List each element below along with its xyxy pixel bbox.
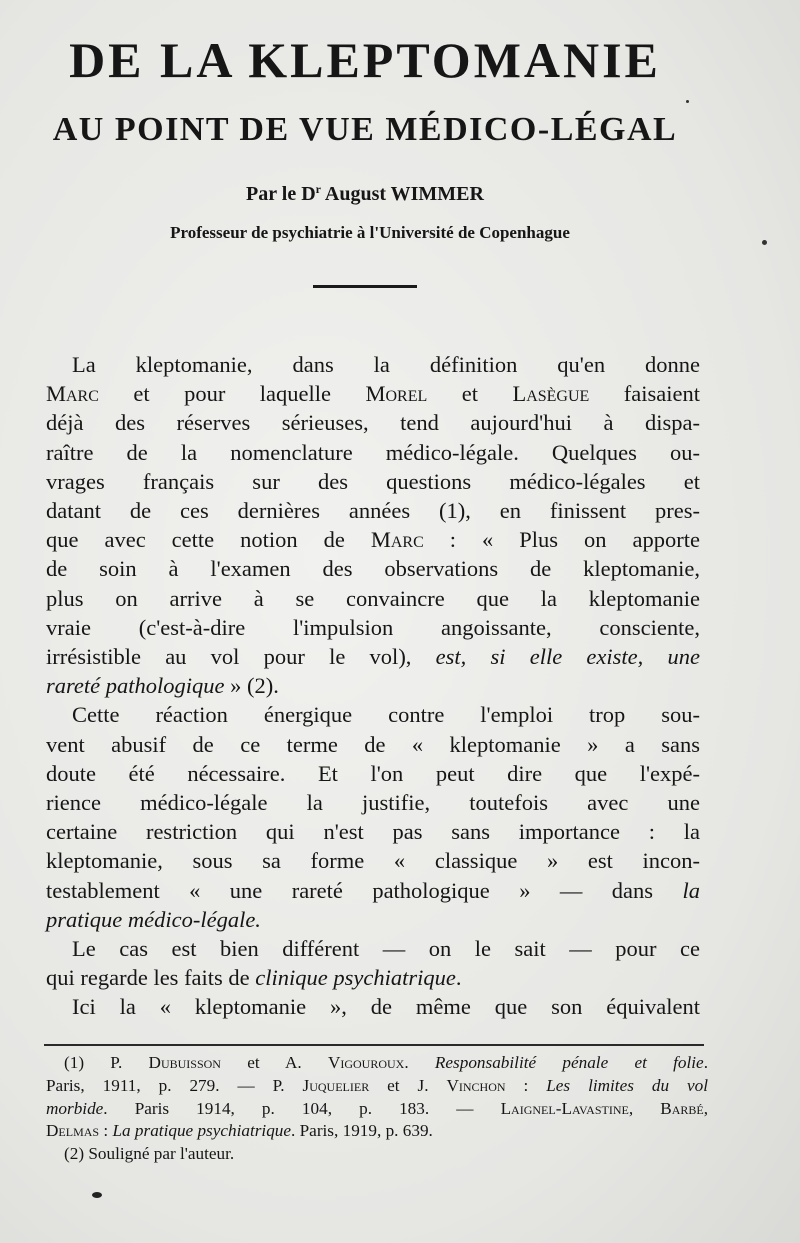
text-line: irrésistible au vol pour le vol), est, si elle existe, une <box>46 644 700 670</box>
footnote-2 <box>46 1143 708 1166</box>
title-separator <box>313 285 417 288</box>
text-line: certaine restriction qui n'est pas sans importance : la <box>46 819 700 845</box>
text-line: rience médico-légale la justifie, toutefois avec une <box>46 790 700 816</box>
text-line: datant de ces dernières années (1), en finissent pres- <box>46 498 700 524</box>
text-line: raître de la nomenclature médico-légale. Quelques ou- <box>46 439 700 465</box>
text-line: pratique médico-légale. <box>46 906 261 932</box>
author-prefix-sup: r <box>315 182 321 196</box>
article-subtitle: AU POINT DE VUE MÉDICO-LÉGAL <box>52 111 678 148</box>
text-line: kleptomanie, sous sa forme « classique » est incon- <box>46 848 700 874</box>
footnote-1 <box>46 1052 708 1143</box>
footnote-line: Paris, 1911, p. 279. — P. Juquelier et J. Vinchon : Les limites du vol <box>46 1075 708 1095</box>
footnote-line: (2) Souligné par l'auteur. <box>64 1144 235 1164</box>
text-line: La kleptomanie, dans la définition qu'en donne <box>72 352 700 377</box>
text-line: Le cas est bien différent — on le sait — pour ce <box>72 936 700 962</box>
text-line: testablement « une rareté pathologique » — dans la <box>46 877 700 903</box>
text-line: doute été nécessaire. Et l'on peut dire que l'expé- <box>46 760 700 786</box>
text-line: déjà des réserves sérieuses, tend aujourd'hui à dispa- <box>46 410 700 436</box>
text-line: vent abusif de ce terme de « kleptomanie » a sans <box>46 731 700 757</box>
paragraph-4 <box>46 992 700 1021</box>
paragraph-2 <box>46 700 700 934</box>
text-line: Cette réaction énergique contre l'emploi trop sou- <box>72 702 700 728</box>
article-title: DE LA KLEPTOMANIE <box>69 32 661 88</box>
text-line: que avec cette notion de Marc : « Plus on apporte <box>46 527 700 553</box>
text-line: Marc et pour laquelle Morel et Lasègue faisaient <box>46 381 700 407</box>
footnote-line: (1) P. Dubuisson et A. Vigouroux. Responsabilité pénale et folie. <box>64 1053 708 1072</box>
author-prefix: Par le D <box>246 183 316 205</box>
footnote-line: morbide. Paris 1914, p. 104, p. 183. — Laignel-Lavastine, Barbé, <box>46 1098 709 1118</box>
text-line: vrages français sur des questions médico-légales et <box>46 468 700 494</box>
text-line: de soin à l'examen des observations de kleptomanie, <box>46 556 700 582</box>
text-line: vraie (c'est-à-dire l'impulsion angoissante, consciente, <box>46 614 700 640</box>
text-line: rareté pathologique » (2). <box>46 673 279 699</box>
author-line <box>0 175 730 208</box>
footnotes <box>46 1052 708 1166</box>
paragraph-3 <box>46 934 700 992</box>
text-line: Ici la « kleptomanie », de même que son équivalent <box>72 994 700 1020</box>
footnote-line: Delmas : La pratique psychiatrique. Paris, 1919, p. 639. <box>46 1121 433 1141</box>
author-affiliation: Professeur de psychiatrie à l'Université de Copenhague <box>170 223 570 242</box>
ink-speck <box>686 100 689 103</box>
author-name: August WIMMER <box>324 183 484 205</box>
ink-speck <box>762 240 767 245</box>
text-line: plus on arrive à se convaincre que la kleptomanie <box>46 585 700 611</box>
paragraph-1 <box>46 350 700 700</box>
text-line: qui regarde les faits de clinique psychiatrique. <box>46 965 462 991</box>
footnote-separator <box>44 1044 704 1046</box>
ink-blot <box>92 1192 102 1198</box>
article-body <box>46 350 700 1022</box>
